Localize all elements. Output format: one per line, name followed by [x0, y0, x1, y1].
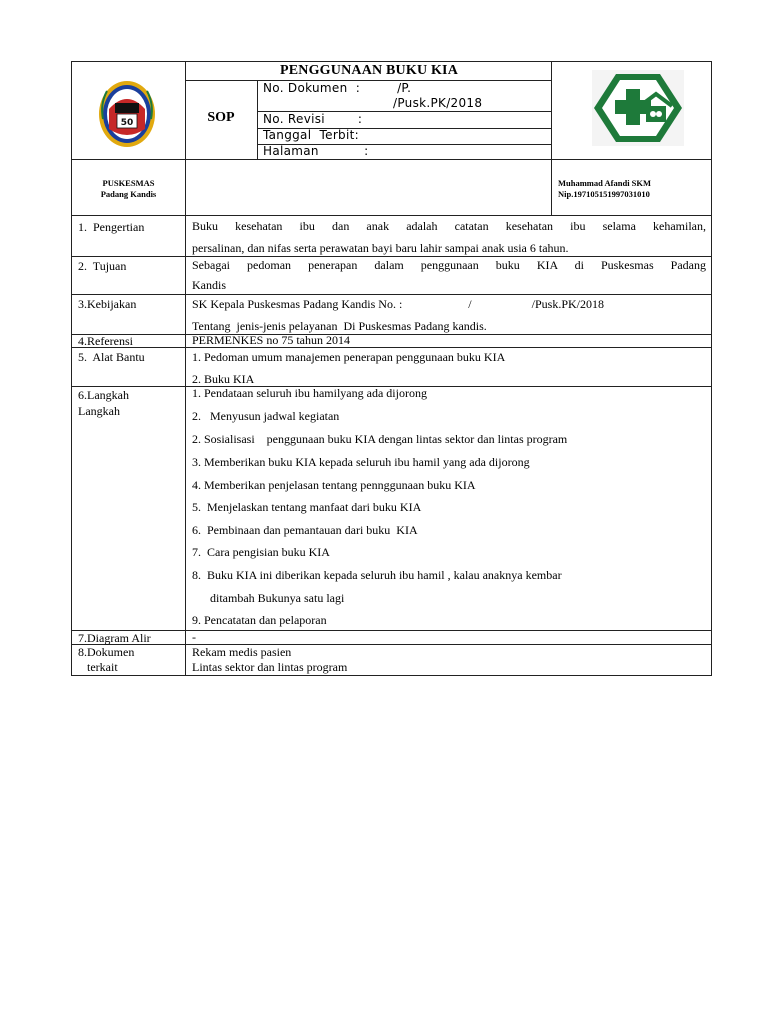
halaman-field: Halaman : [263, 144, 369, 158]
divider [185, 61, 186, 216]
step-item: 9. Pencatatan dan pelaporan [192, 613, 327, 627]
step-item: 8. Buku KIA ini diberikan kepada seluruh ibu hamil , kalau anaknya kembar [192, 568, 562, 582]
diagram-alir-label: 7.Diagram Alir [78, 631, 151, 645]
step-item: 6. Pembinaan dan pemantauan dari buku KIA [192, 523, 418, 537]
step-item: 5. Menjelaskan tentang manfaat dari buku KIA [192, 500, 422, 514]
no-dokumen-field: No. Dokumen : /P. [263, 81, 412, 95]
regency-emblem-logo [97, 79, 157, 149]
tujuan-text: Kandis [192, 278, 226, 292]
divider [257, 80, 258, 159]
divider [185, 215, 186, 676]
alat-bantu-item: 2. Buku KIA [192, 372, 255, 386]
organization-name [72, 178, 185, 200]
tujuan-label: 2. Tujuan [78, 259, 127, 273]
kebijakan-label: 3.Kebijakan [78, 297, 137, 311]
dokumen-terkait-label: 8.Dokumen [78, 645, 135, 659]
kebijakan-text: Tentang jenis-jenis pelayanan Di Puskesmas Padang kandis. [192, 319, 487, 333]
pengertian-label: 1. Pengertian [78, 220, 145, 234]
org-line: PUSKESMAS [102, 178, 155, 188]
dokumen-terkait-label: terkait [78, 660, 118, 674]
pengertian-text: Buku kesehatan ibu dan anak adalah catatan kesehatan ibu selama kehamilan, [192, 219, 706, 233]
document-title: PENGGUNAAN BUKU KIA [279, 63, 459, 78]
step-item: 4. Memberikan penjelasan tentang pennggunaan buku KIA [192, 478, 476, 492]
svg-text:50: 50 [120, 118, 134, 128]
referensi-text: PERMENKES no 75 tahun 2014 [192, 333, 351, 347]
dokumen-terkait-item: Rekam medis pasien [192, 645, 292, 659]
diagram-alir-text: - [192, 630, 196, 644]
tujuan-text: Sebagai pedoman penerapan dalam penggunaan buku KIA di Puskesmas Padang [192, 258, 706, 272]
pengertian-text: persalinan, dan nifas serta perawatan bayi baru lahir sampai anak usia 6 tahun. [192, 241, 569, 255]
step-item: 2. Menyusun jadwal kegiatan [192, 409, 340, 423]
dokumen-terkait-item: Lintas sektor dan lintas program [192, 660, 348, 674]
no-revisi-field: No. Revisi : [263, 112, 363, 126]
signature-block [558, 178, 651, 200]
step-item: ditambah Bukunya satu lagi [192, 591, 345, 605]
langkah-label: Langkah [78, 404, 120, 418]
step-item: 2. Sosialisasi penggunaan buku KIA dengan lintas sektor dan lintas program [192, 432, 568, 446]
signer-nip: Nip.197105151997031010 [558, 189, 650, 199]
alat-bantu-label: 5. Alat Bantu [78, 350, 145, 364]
divider [551, 61, 552, 216]
tanggal-terbit-field: Tanggal Terbit: [263, 128, 359, 142]
step-item: 7. Cara pengisian buku KIA [192, 545, 330, 559]
step-item: 3. Memberikan buku KIA kepada seluruh ibu hamil yang ada dijorong [192, 455, 530, 469]
langkah-label: 6.Langkah [78, 388, 129, 402]
step-item: 1. Pendataan seluruh ibu hamilyang ada dijorong [192, 386, 427, 400]
signer-name: Muhammad Afandi SKM [558, 178, 652, 188]
puskesmas-logo [592, 70, 684, 146]
alat-bantu-item: 1. Pedoman umum manajemen penerapan penggunaan buku KIA [192, 350, 506, 364]
sop-label: SOP [207, 110, 235, 125]
referensi-label: 4.Referensi [78, 334, 133, 348]
org-line: Padang Kandis [100, 189, 157, 199]
no-dokumen-value: /Pusk.PK/2018 [393, 96, 483, 110]
kebijakan-text: SK Kepala Puskesmas Padang Kandis No. : / /Pusk.PK/2018 [192, 297, 604, 311]
divider [71, 159, 712, 160]
